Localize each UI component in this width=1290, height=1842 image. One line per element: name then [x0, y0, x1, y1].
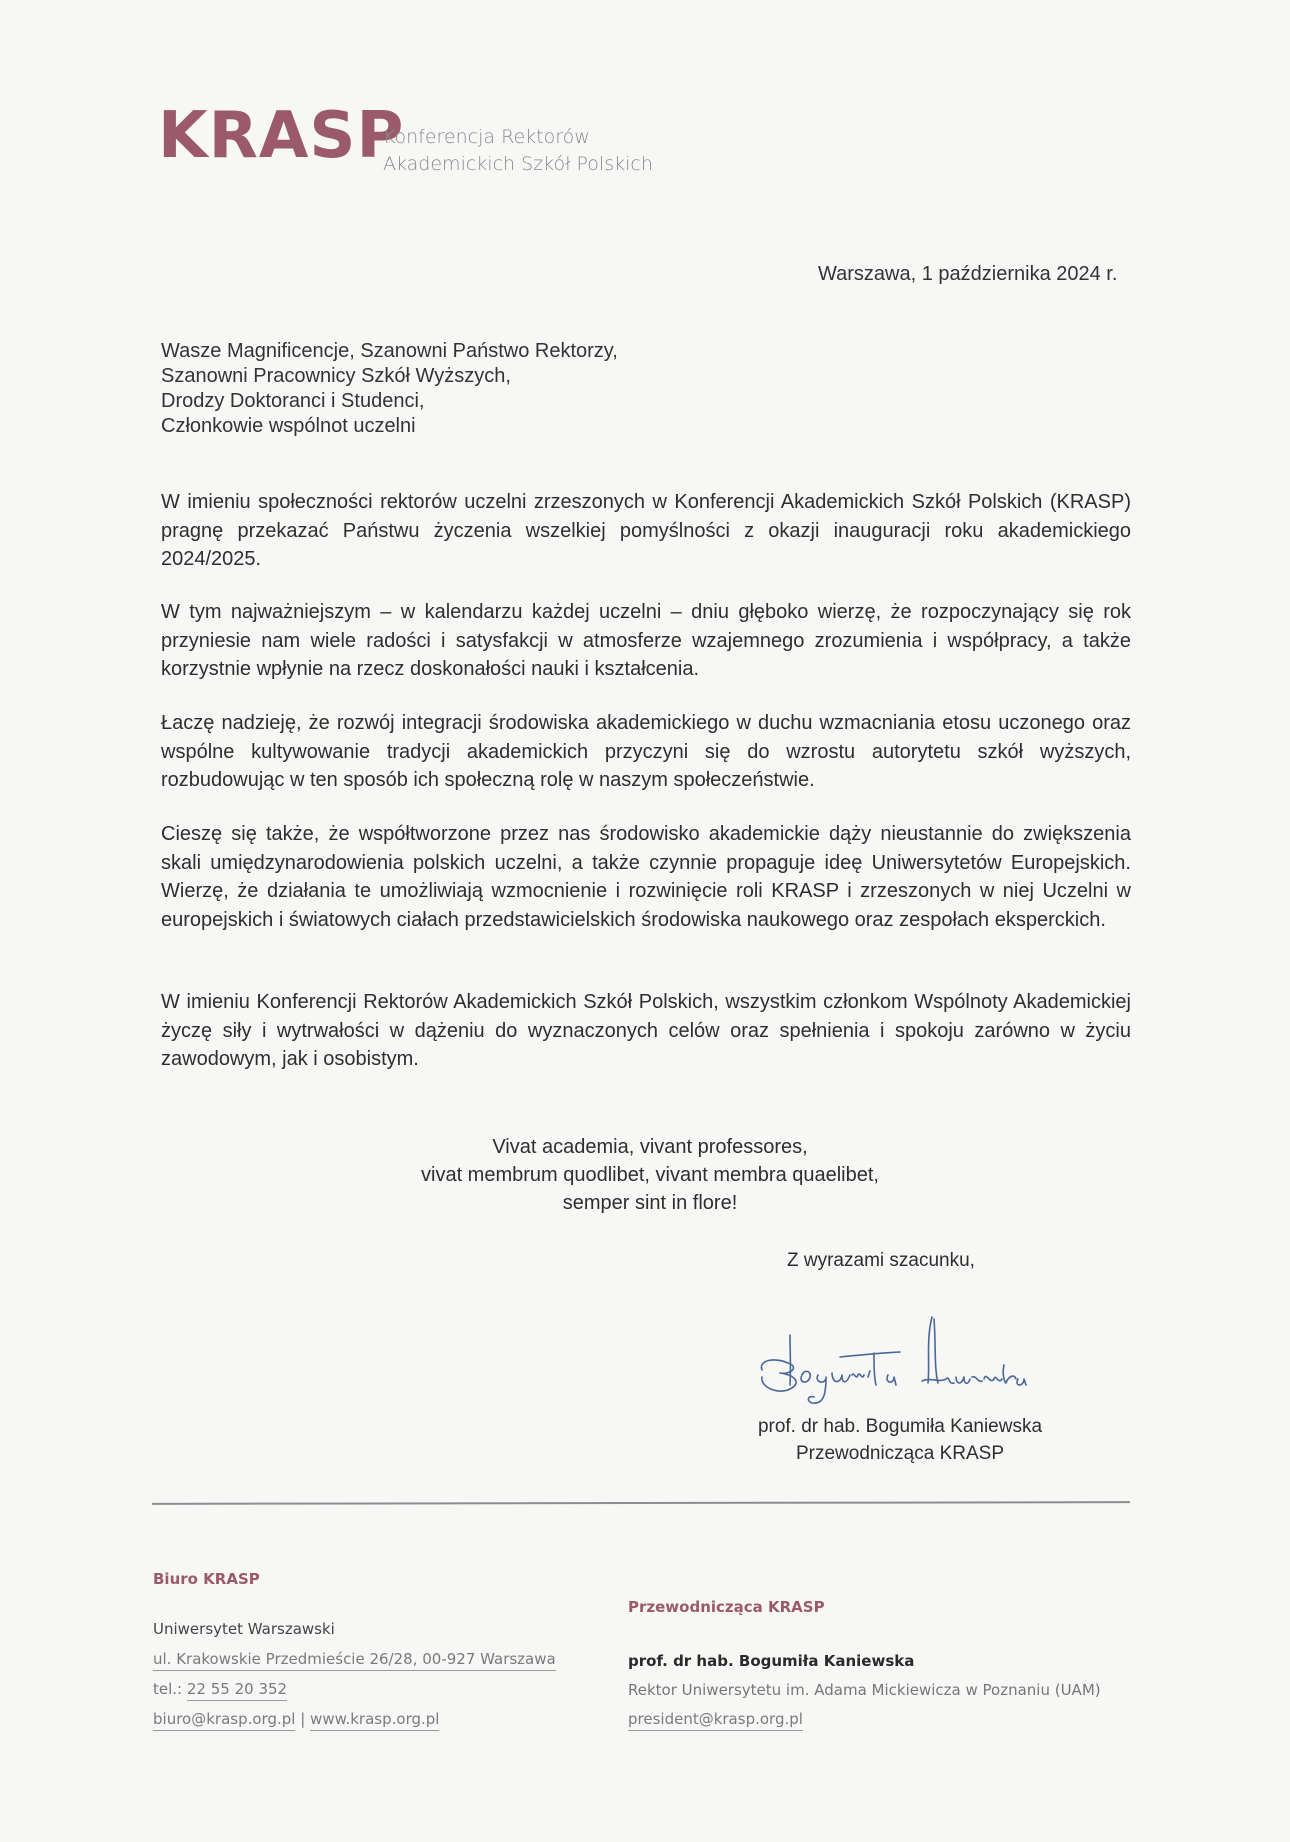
krasp-logo: KRASP — [158, 99, 405, 173]
logo-subtitle — [383, 124, 653, 178]
footer-office-heading: Biuro KRASP — [153, 1570, 260, 1588]
footer-website-link[interactable]: www.krasp.org.pl — [310, 1710, 439, 1731]
salutation-line: Wasze Magnificencje, Szanowni Państwo Rektorzy, — [161, 340, 618, 362]
signatory-title: Przewodnicząca KRASP — [795, 1443, 1005, 1464]
footer-office-email-link[interactable]: biuro@krasp.org.pl — [153, 1710, 295, 1731]
logo-subtitle-line-2: Akademickich Szkół Polskich — [383, 153, 653, 175]
footer-office — [153, 1570, 593, 1730]
letter-date: Warszawa, 1 października 2024 r. — [818, 263, 1118, 285]
footer-office-address-link[interactable]: ul. Krakowskie Przedmieście 26/28, 00-927 Warszawa — [153, 1650, 556, 1671]
salutation-line: Drodzy Doktoranci i Studenci, — [161, 390, 425, 412]
footer-tel-label: tel.: — [153, 1680, 183, 1698]
logo-subtitle-line-1: Konferencja Rektorów — [383, 126, 590, 148]
footer-divider — [152, 1501, 1130, 1505]
paragraph-2: W tym najważniejszym – w kalendarzu każdej uczelni – dniu głęboko wierzę, że rozpoczynający się rok przyniesie nam wiele radości i satysfakcji w atmosferze wzajemnego zrozumienia i współpracy, a także korzystnie wpłynie na rzecz doskonałości nauki i kształcenia. — [161, 601, 1131, 680]
footer-president-role: Rektor Uniwersytetu im. Adama Mickiewicza w Poznaniu (UAM) — [628, 1681, 1101, 1699]
footer-president-name: prof. dr hab. Bogumiła Kaniewska — [628, 1652, 915, 1670]
footer-tel-link[interactable]: 22 55 20 352 — [187, 1680, 287, 1701]
paragraph-5: W imieniu Konferencji Rektorów Akademickich Szkół Polskich, wszystkim członkom Wspólnoty Akademickiej życzę siły i wytrwałości w dążeniu do wyznaczonych celów oraz spełnienia i spokoju zarówno w życiu zawodowym, jak i osobistym. — [161, 991, 1131, 1070]
handwritten-signature — [740, 1305, 1030, 1410]
motto-line: vivat membrum quodlibet, vivant membra quaelibet, — [421, 1164, 879, 1186]
footer-office-institution: Uniwersytet Warszawski — [153, 1620, 335, 1638]
paragraph-4: Cieszę się także, że współtworzone przez nas środowisko akademickie dąży nieustannie do zwiększenia skali umiędzynarodowienia polskich uczelni, a także czynnie propaguje ideę Uniwersytetów Europejskich. Wierzę, że działania te umożliwiają wzmocnienie i rozwinięcie roli KRASP i zrzeszonych w niej Uczelni w europejskich i światowych ciałach przedstawicielskich środowiska naukowego oraz zespołach eksperckich. — [161, 823, 1131, 931]
footer-president-heading: Przewodnicząca KRASP — [628, 1598, 825, 1616]
latin-motto — [300, 1133, 1000, 1217]
closing-phrase: Z wyrazami szacunku, — [787, 1250, 975, 1271]
paragraph-3: Łaczę nadzieję, że rozwój integracji środowiska akademickiego w duchu wzmacniania etosu uczonego oraz wspólne kultywowanie tradycji akademickich przyczyni się do wzrostu autorytetu szkół wyższych, rozbudowując w ten sposób ich społeczną rolę w naszym społeczeństwie. — [161, 712, 1131, 791]
footer-separator: | — [300, 1710, 306, 1728]
salutation-line: Szanowni Pracownicy Szkół Wyższych, — [161, 365, 511, 387]
footer-president — [628, 1598, 1128, 1738]
signatory-name: prof. dr hab. Bogumiła Kaniewska — [757, 1416, 1043, 1437]
motto-line: Vivat academia, vivant professores, — [492, 1136, 808, 1158]
salutation-line: Członkowie wspólnot uczelni — [161, 415, 416, 437]
salutation — [161, 339, 618, 439]
footer-president-email-link[interactable]: president@krasp.org.pl — [628, 1710, 803, 1731]
motto-line: semper sint in flore! — [562, 1192, 738, 1214]
paragraph-1: W imieniu społeczności rektorów uczelni zrzeszonych w Konferencji Akademickich Szkół Polskich (KRASP) pragnę przekazać Państwu życzenia wszelkiej pomyślności z okazji inauguracji roku akademickiego 2024/2025. — [161, 491, 1131, 570]
signatory — [700, 1413, 1100, 1467]
